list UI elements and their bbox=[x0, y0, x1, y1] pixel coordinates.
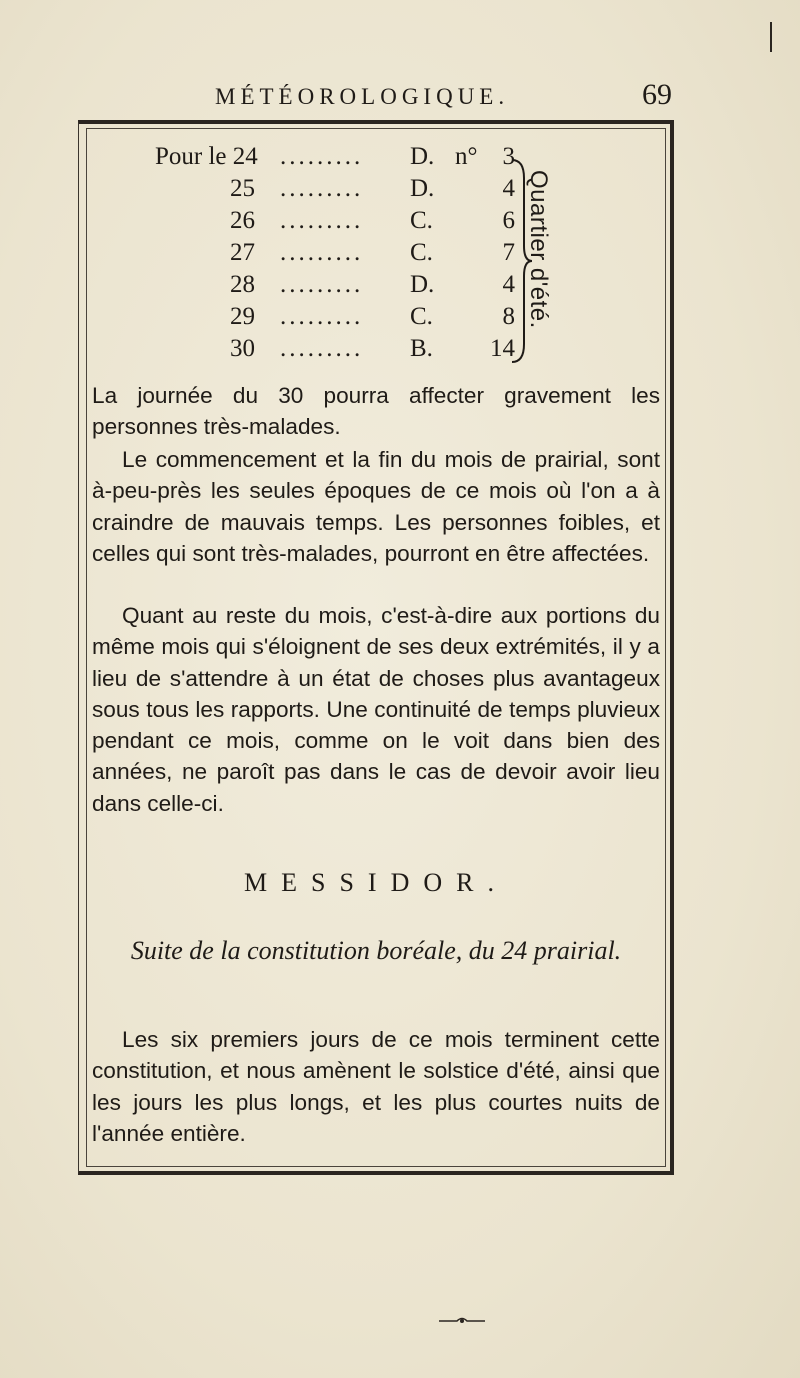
page-edge-mark bbox=[770, 22, 772, 52]
page-number: 69 bbox=[642, 78, 672, 111]
calendar-day: 27 bbox=[230, 239, 255, 266]
calendar-day: Pour le 24 bbox=[155, 143, 258, 170]
calendar-day: 29 bbox=[230, 303, 255, 330]
paragraph: Le commencement et la fin du mois de prairial, sont à-peu-près les seules époques de ce mois où l'on a à craindre de mauvais temps. Les personnes foibles, et celles qui sont très-malades, pourront en être affectées. bbox=[92, 447, 660, 566]
calendar-letter: C. bbox=[410, 207, 433, 234]
paragraph: La journée du 30 pourra affecter gravement les personnes très-malades. bbox=[92, 383, 660, 440]
calendar-number: 8 bbox=[502, 303, 515, 330]
paragraph: Quant au reste du mois, c'est-à-dire aux portions du même mois qui s'éloignent de ses deux extrémités, il y a lieu de s'attendre à un état de choses plus avantageux sous tous les rapports. Une continuité de temps pluvieux pendant ce mois, comme on le voit dans bien des années, ne paroît pas dans le cas de devoir avoir lieu dans celle-ci. bbox=[92, 603, 660, 816]
calendar-number-abbrev: n° bbox=[455, 143, 478, 170]
page-header bbox=[60, 78, 700, 118]
calendar-leader-dots: ......... bbox=[280, 303, 364, 330]
calendar-day: 26 bbox=[230, 207, 255, 234]
calendar-number: 6 bbox=[502, 207, 515, 234]
calendar-letter: B. bbox=[410, 335, 433, 362]
calendar-number: 7 bbox=[502, 239, 515, 266]
calendar-letter: D. bbox=[410, 175, 435, 202]
paragraph: Les six premiers jours de ce mois terminent cette constitution, et nous amènent le solstice d'été, ainsi que les jours les plus longs, et les plus courtes nuits de l'année entière. bbox=[92, 1027, 660, 1146]
calendar-number: 4 bbox=[502, 271, 515, 298]
calendar-leader-dots: ......... bbox=[280, 335, 364, 362]
calendar-leader-dots: ......... bbox=[280, 175, 364, 202]
calendar-day: 28 bbox=[230, 271, 255, 298]
calendar-letter: D. bbox=[410, 271, 435, 298]
calendar-number: 4 bbox=[502, 175, 515, 202]
calendar-leader-dots: ......... bbox=[280, 143, 364, 170]
side-label-quartier: Quartier d'été. bbox=[525, 170, 552, 329]
calendar-letter: D. bbox=[410, 143, 435, 170]
running-head: MÉTÉOROLOGIQUE. bbox=[215, 84, 510, 109]
section-subtitle: Suite de la constitution boréale, du 24 prairial. bbox=[130, 936, 622, 965]
ornament-icon bbox=[437, 1315, 487, 1327]
calendar-letter: C. bbox=[410, 239, 433, 266]
calendar-day: 25 bbox=[230, 175, 255, 202]
calendar-leader-dots: ......... bbox=[280, 271, 364, 298]
calendar-leader-dots: ......... bbox=[280, 207, 364, 234]
calendar-letter: C. bbox=[410, 303, 433, 330]
calendar-leader-dots: ......... bbox=[280, 239, 364, 266]
calendar-number: 14 bbox=[490, 335, 515, 362]
calendar-number: 3 bbox=[502, 143, 515, 170]
calendar-day: 30 bbox=[230, 335, 255, 362]
section-title: MESSIDOR. bbox=[244, 868, 508, 897]
